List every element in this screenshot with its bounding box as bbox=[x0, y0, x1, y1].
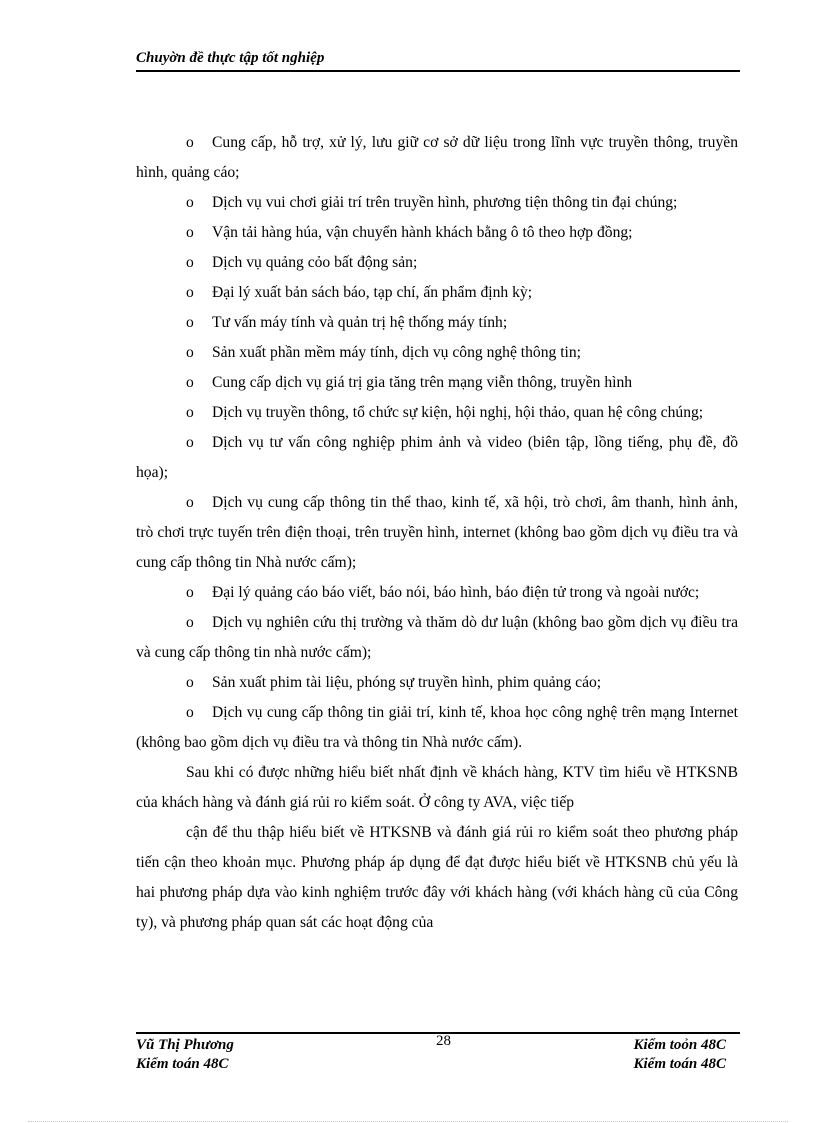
bullet-marker: o bbox=[186, 584, 194, 601]
header-rule bbox=[136, 70, 740, 72]
page-number: 28 bbox=[436, 1033, 451, 1049]
footer-right bbox=[633, 1036, 726, 1074]
bullet-marker: o bbox=[186, 314, 194, 331]
bullet-marker: o bbox=[186, 134, 194, 151]
bullet-marker: o bbox=[186, 344, 194, 361]
footer-class-right-1: Kiểm toỏn 48C bbox=[633, 1037, 726, 1053]
bullet-text: Tư vấn máy tính và quản trị hệ thống máy tính; bbox=[212, 314, 508, 331]
bullet-marker: o bbox=[186, 614, 194, 631]
bullet-item bbox=[136, 398, 738, 428]
bullet-text: Đại lý xuất bản sách báo, tạp chí, ấn phẩm định kỳ; bbox=[212, 284, 533, 301]
bullet-marker: o bbox=[186, 674, 194, 691]
page-bottom-edge bbox=[28, 1121, 788, 1122]
bullet-text: Cung cấp dịch vụ giá trị gia tăng trên mạng viễn thông, truyền hình bbox=[212, 374, 633, 391]
bullet-text: Dịch vụ cung cấp thông tin giải trí, kinh tế, khoa học công nghệ trên mạng Internet (không bao gồm dịch vụ điều tra và thông tin Nhà nước cấm). bbox=[136, 704, 738, 751]
bullet-text: Dịch vụ cung cấp thông tin thể thao, kinh tế, xã hội, trò chơi, âm thanh, hình ảnh, trò chơi trực tuyến trên điện thoại, trên truyền hình, internet (không bao gồm dịch vụ điều tra và cung cấp thông tin Nhà nước cấm); bbox=[136, 494, 738, 571]
body-paragraph-continued: cận để thu thập hiểu biết về HTKSNB và đánh giá rủi ro kiểm soát theo phương pháp tiến cận theo khoản mục. Phương pháp áp dụng để đạt được hiểu biết về HTKSNB chủ yếu là hai phương pháp dựa vào kinh nghiệm trước đây với khách hàng (với khách hàng cũ của Công ty), và phương pháp quan sát các hoạt động của bbox=[136, 824, 738, 931]
bullet-marker: o bbox=[186, 404, 194, 421]
bullet-marker: o bbox=[186, 284, 194, 301]
footer-left bbox=[136, 1036, 234, 1074]
bullet-item bbox=[136, 278, 738, 308]
bullet-marker: o bbox=[186, 434, 194, 451]
bullet-text: Dịch vụ vui chơi giải trí trên truyền hình, phương tiện thông tin đại chúng; bbox=[212, 194, 678, 211]
bullet-text: Sản xuất phim tài liệu, phóng sự truyền hình, phim quảng cáo; bbox=[212, 674, 602, 691]
bullet-marker: o bbox=[186, 494, 194, 511]
bullet-item bbox=[136, 578, 738, 608]
bullet-text: Dịch vụ nghiên cứu thị trường và thăm dò dư luận (không bao gồm dịch vụ điều tra và cung cấp thông tin nhà nước cấm); bbox=[136, 614, 738, 661]
footer-author: Vũ Thị Phương bbox=[136, 1037, 234, 1053]
body-paragraph: Sau khi có được những hiểu biết nhất định về khách hàng, KTV tìm hiểu về HTKSNB của khách hàng và đánh giá rủi ro kiểm soát. Ở công ty AVA, việc tiếp bbox=[136, 764, 738, 811]
bullet-text: Dịch vụ tư vấn công nghiệp phim ảnh và video (biên tập, lồng tiếng, phụ đề, đồ họa); bbox=[136, 434, 738, 481]
bullet-text: Đại lý quảng cáo báo viết, báo nói, báo hình, báo điện tử trong và ngoài nước; bbox=[212, 584, 700, 601]
bullet-marker: o bbox=[186, 704, 194, 721]
bullet-item bbox=[136, 218, 738, 248]
bullet-item bbox=[136, 308, 738, 338]
body-text bbox=[136, 128, 738, 938]
bullet-item bbox=[136, 248, 738, 278]
page-header bbox=[136, 50, 740, 70]
bullet-marker: o bbox=[186, 374, 194, 391]
bullet-text: Sản xuất phần mềm máy tính, dịch vụ công nghệ thông tin; bbox=[212, 344, 581, 361]
bullet-text: Dịch vụ quảng cỏo bất động sản; bbox=[212, 254, 418, 271]
bullet-item bbox=[136, 428, 738, 488]
bullet-item bbox=[136, 368, 738, 398]
bullet-item bbox=[136, 668, 738, 698]
bullet-text: Cung cấp, hỗ trợ, xử lý, lưu giữ cơ sở dữ liệu trong lĩnh vực truyền thông, truyền hình, quảng cáo; bbox=[136, 134, 738, 181]
bullet-text: Vận tải hàng húa, vận chuyển hành khách bằng ô tô theo hợp đồng; bbox=[212, 224, 633, 241]
page-footer bbox=[136, 1033, 740, 1076]
bullet-item bbox=[136, 188, 738, 218]
footer-class-right-2: Kiểm toán 48C bbox=[633, 1056, 726, 1072]
bullet-item bbox=[136, 698, 738, 758]
bullet-text: Dịch vụ truyền thông, tổ chức sự kiện, hội nghị, hội thảo, quan hệ công chúng; bbox=[212, 404, 704, 421]
bullet-marker: o bbox=[186, 254, 194, 271]
footer-class-left: Kiểm toán 48C bbox=[136, 1056, 229, 1072]
bullet-marker: o bbox=[186, 224, 194, 241]
bullet-item bbox=[136, 488, 738, 578]
bullet-marker: o bbox=[186, 194, 194, 211]
header-title: Chuyờn đề thực tập tốt nghiệp bbox=[136, 50, 325, 66]
bullet-item bbox=[136, 338, 738, 368]
bullet-item bbox=[136, 608, 738, 668]
bullet-item bbox=[136, 128, 738, 188]
